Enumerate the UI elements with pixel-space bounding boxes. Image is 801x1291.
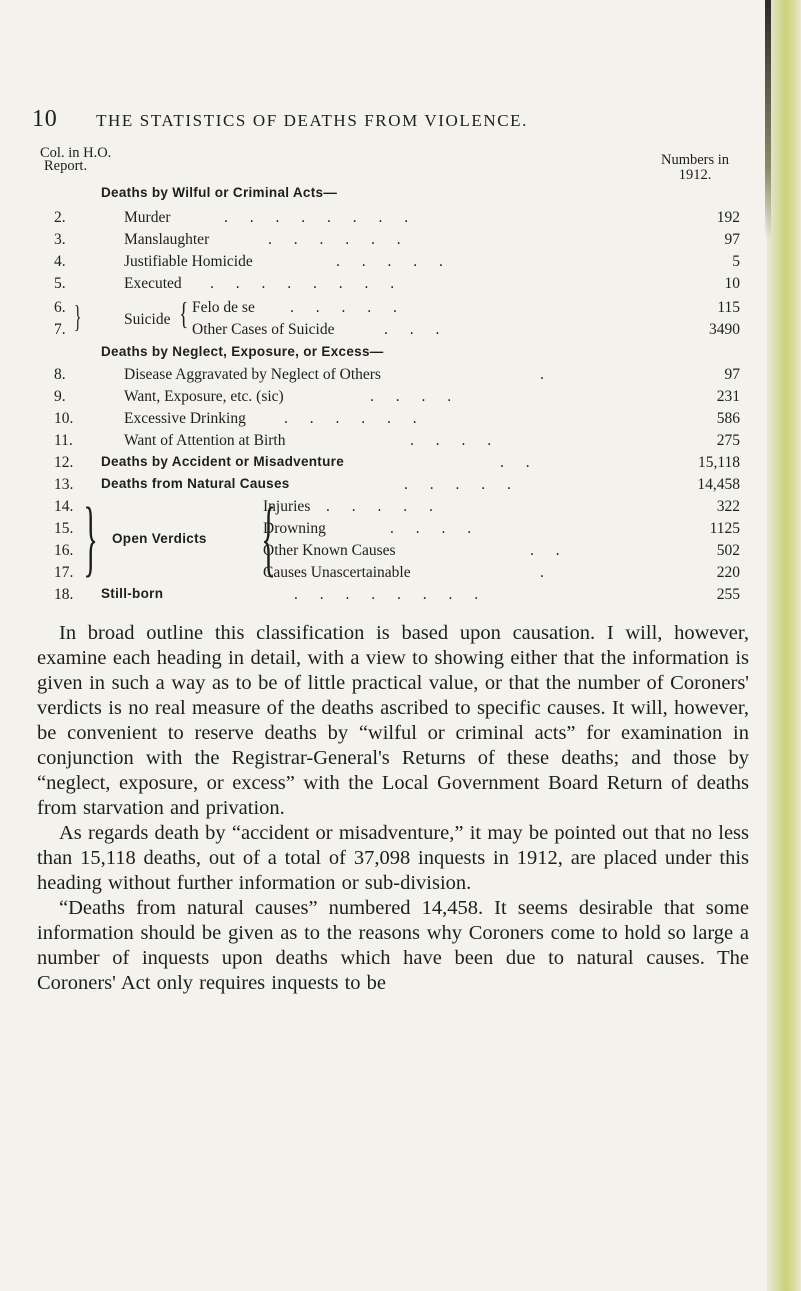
open-verdicts-label: Open Verdicts [112, 531, 207, 546]
page-edge-shadow [765, 0, 771, 240]
page-edge [767, 0, 801, 1291]
row-number-brace-small: } [73, 298, 82, 334]
page-number: 10 [32, 106, 58, 132]
table-row: 14. Injuries . . . . . 322 [54, 498, 740, 515]
table-row: 10. Excessive Drinking . . . . . . 586 [54, 410, 740, 427]
table-row: 5. Executed . . . . . . . . 10 [54, 275, 740, 292]
running-title: THE STATISTICS OF DEATHS FROM VIOLENCE. [96, 111, 528, 130]
table-row: 13. Deaths from Natural Causes . . . . . 14,458 [54, 476, 740, 493]
column-head-numbers-line2: 1912. [678, 167, 712, 183]
suicide-label: Suicide [124, 311, 171, 328]
group-heading-neglect: Deaths by Neglect, Exposure, or Excess— [101, 344, 384, 359]
paragraph-1: In broad outline this classification is based upon causation. I will, however, examine each heading in detail, with a view to showing either that the information is given in such a way as to be of little practical value, or that the number of Coroners' verdicts is no real measure of the deaths ascribed to specific causes. It will, however, be convenient to reserve deaths by “wilful or criminal acts” for examination in conjunction with the Registrar-General's Returns of these deaths; and those by “neglect, exposure, or excess” with the Local Government Board Return of deaths from starvation and privation. [37, 622, 749, 819]
row-number-brace: } [83, 489, 98, 585]
table-row: 8. Disease Aggravated by Neglect of Others . 97 [54, 366, 740, 383]
column-head-report-line2: Report. [44, 158, 88, 174]
table-row: 6. Felo de se . . . . . 115 [54, 299, 740, 316]
column-head-report-line1: Col. in H.O. [40, 145, 112, 161]
column-head-report [40, 147, 111, 173]
running-header [32, 106, 732, 133]
table-row: 11. Want of Attention at Birth . . . . 275 [54, 432, 740, 449]
table-row: 9. Want, Exposure, etc. (sic) . . . . 231 [54, 388, 740, 405]
table-row: 4. Justifiable Homicide . . . . . 5 [54, 253, 740, 270]
table-row: 2. Murder . . . . . . . . 192 [54, 209, 740, 226]
column-head-numbers-line1: Numbers in [660, 152, 730, 168]
table-row: 18. Still-born . . . . . . . . 255 [54, 586, 740, 603]
table-row: 15. Drowning . . . . 1125 [54, 520, 740, 537]
suicide-brace: { [179, 295, 189, 331]
paragraph-3: “Deaths from natural causes” numbered 14,458. It seems desirable that some information should be given as to the reasons why Coroners come to hold so large a number of inquests upon deaths which have been due to natural causes. The Coroners' Act only requires inquests to be [37, 897, 749, 994]
group-heading-wilful: Deaths by Wilful or Criminal Acts— [101, 185, 338, 200]
table-row: 3. Manslaughter . . . . . . 97 [54, 231, 740, 248]
table-row: 12. Deaths by Accident or Misadventure . . 15,118 [54, 454, 740, 471]
table-row: 16. Other Known Causes . . 502 [54, 542, 740, 559]
column-head-numbers [655, 153, 735, 183]
paragraph-2: As regards death by “accident or misadventure,” it may be pointed out that no less than 15,118 deaths, out of a total of 37,098 inquests in 1912, are placed under this heading without further information or sub-division. [37, 822, 749, 894]
table-row: 17. Causes Unascertainable . 220 [54, 564, 740, 581]
open-verdicts-brace: { [261, 489, 276, 585]
body-text [37, 621, 749, 996]
table-row: 7. Other Cases of Suicide . . . 3490 [54, 321, 740, 338]
